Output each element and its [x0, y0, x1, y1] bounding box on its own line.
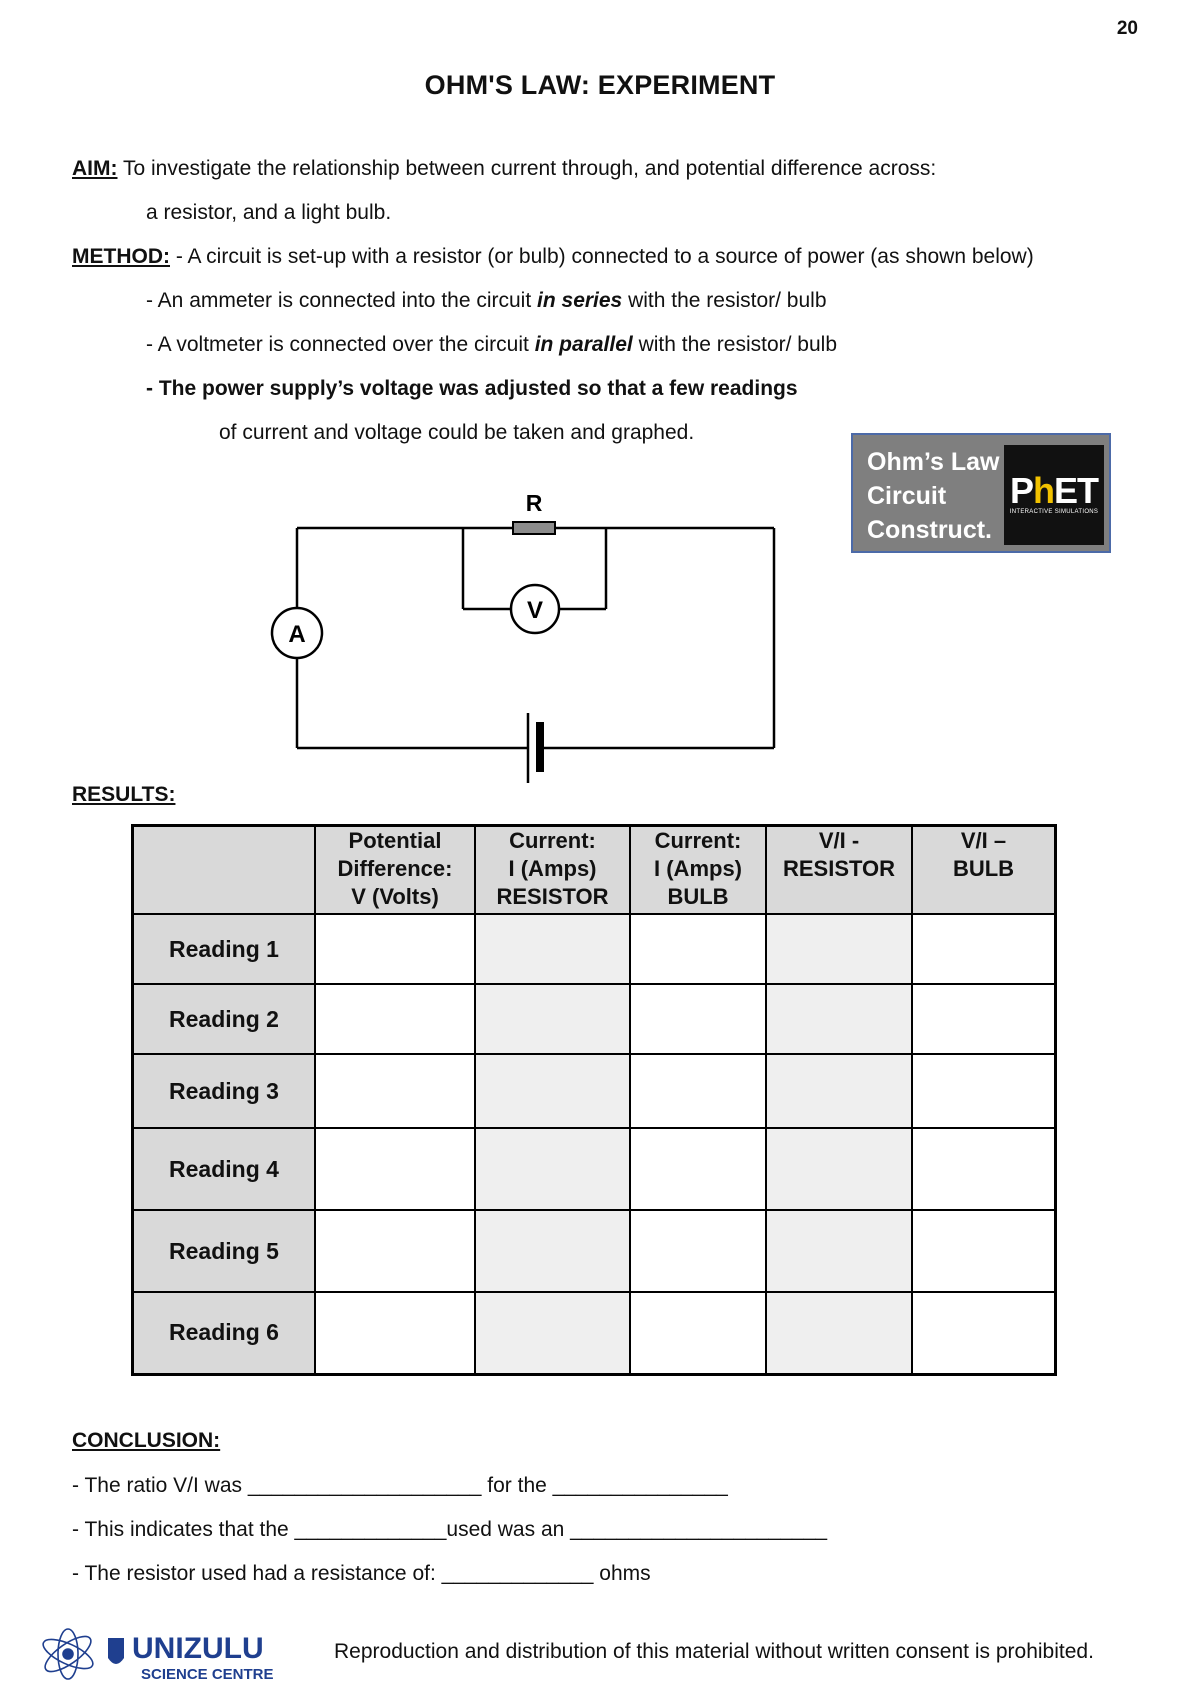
cell-potential-difference[interactable]: [315, 1210, 475, 1292]
cell-current-resistor[interactable]: [475, 1210, 630, 1292]
cell-vi-bulb[interactable]: [912, 1128, 1056, 1210]
header-line: V/I –: [960, 828, 1007, 853]
logo-subtitle: SCIENCE CENTRE: [141, 1666, 274, 1683]
table-row: [133, 1128, 1056, 1210]
phet-line-3: Construct.: [867, 516, 992, 544]
row-label: Reading 3: [133, 1054, 316, 1128]
method-line-2: [146, 289, 827, 313]
cell-vi-bulb[interactable]: [912, 914, 1056, 984]
cell-vi-resistor[interactable]: [766, 914, 912, 984]
cell-vi-bulb[interactable]: [912, 1054, 1056, 1128]
cell-vi-resistor[interactable]: [766, 1054, 912, 1128]
method-text: - A circuit is set-up with a resistor (or bulb) connected to a source of power (as shown below): [170, 245, 1034, 268]
aim-text: To investigate the relationship between current through, and potential difference across:: [117, 157, 937, 180]
voltmeter-label: V: [526, 597, 544, 624]
header-line: BULB: [667, 884, 729, 909]
phet-simulation-badge: [851, 433, 1111, 553]
row-label: Reading 4: [133, 1128, 316, 1210]
method-line-2-pre: - An ammeter is connected into the circuit: [146, 289, 538, 312]
header-line: Difference:: [337, 856, 453, 881]
phet-line-2: Circuit: [867, 482, 947, 510]
page-title: OHM'S LAW: EXPERIMENT: [424, 70, 776, 100]
cell-current-bulb[interactable]: [630, 1128, 766, 1210]
row-label: Reading 5: [133, 1210, 316, 1292]
conclusion-line-2: - This indicates that the _____________used was an ______________________: [72, 1518, 828, 1541]
copyright-notice: Reproduction and distribution of this material without written consent is prohibited.: [334, 1640, 1094, 1663]
results-header-row: [133, 826, 1056, 915]
logo-name: UNIZULU: [132, 1632, 264, 1665]
cell-potential-difference[interactable]: [315, 914, 475, 984]
cell-current-resistor[interactable]: [475, 914, 630, 984]
cell-potential-difference[interactable]: [315, 984, 475, 1054]
header-line: V/I -: [818, 828, 860, 853]
phet-logo-et: ET: [1054, 470, 1099, 511]
cell-current-resistor[interactable]: [475, 984, 630, 1054]
header-potential-difference: [315, 826, 475, 915]
header-line: Current:: [509, 828, 596, 853]
cell-vi-resistor[interactable]: [766, 1210, 912, 1292]
cell-current-bulb[interactable]: [630, 914, 766, 984]
method-line-5: of current and voltage could be taken and graphed.: [219, 421, 695, 444]
circuit-diagram: [265, 485, 785, 785]
cell-vi-bulb[interactable]: [912, 1210, 1056, 1292]
cell-vi-bulb[interactable]: [912, 984, 1056, 1054]
header-corner: [133, 826, 316, 915]
cell-potential-difference[interactable]: [315, 1128, 475, 1210]
method-line-4: - The power supply’s voltage was adjusted so that a few readings: [146, 377, 798, 400]
method-line-1: [72, 245, 1034, 269]
cell-current-bulb[interactable]: [630, 1054, 766, 1128]
ammeter-label: A: [288, 621, 306, 648]
row-label: Reading 6: [133, 1292, 316, 1374]
aim-label: AIM:: [72, 157, 118, 180]
cell-current-resistor[interactable]: [475, 1128, 630, 1210]
header-current-resistor: [475, 826, 630, 915]
phet-logo: [1004, 445, 1104, 545]
resistor-label: R: [525, 490, 543, 516]
phet-logo-h: h: [1033, 470, 1054, 511]
header-current-bulb: [630, 826, 766, 915]
table-row: [133, 1292, 1056, 1374]
method-label: METHOD:: [72, 245, 170, 268]
method-line-2-post: with the resistor/ bulb: [622, 289, 827, 312]
phet-logo-p: P: [1009, 470, 1033, 511]
cell-current-bulb[interactable]: [630, 1292, 766, 1374]
phet-line-1: Ohm’s Law: [867, 448, 1000, 476]
cell-potential-difference[interactable]: [315, 1054, 475, 1128]
results-label: RESULTS:: [72, 783, 176, 806]
header-line: I (Amps): [654, 856, 742, 881]
cell-current-resistor[interactable]: [475, 1054, 630, 1128]
battery-short-plate: [536, 722, 544, 772]
header-line: RESISTOR: [496, 884, 609, 909]
header-vi-resistor: [766, 826, 912, 915]
atom-icon: [39, 1629, 96, 1679]
table-row: [133, 984, 1056, 1054]
unizulu-logo: [38, 1624, 300, 1686]
phet-logo-subtitle: INTERACTIVE SIMULATIONS: [1009, 509, 1099, 515]
header-line: BULB: [952, 856, 1015, 881]
header-line: RESISTOR: [782, 856, 896, 881]
cell-vi-resistor[interactable]: [766, 1292, 912, 1374]
header-line: V (Volts): [351, 884, 439, 909]
cell-vi-resistor[interactable]: [766, 984, 912, 1054]
shield-icon: [108, 1638, 124, 1664]
results-table: [131, 824, 1057, 1376]
conclusion-line-1: - The ratio V/I was ____________________ for the _______________: [72, 1474, 728, 1497]
table-row: [133, 1054, 1056, 1128]
header-line: Current:: [654, 828, 742, 853]
cell-current-bulb[interactable]: [630, 1210, 766, 1292]
page-number: 20: [1116, 18, 1138, 39]
table-row: [133, 914, 1056, 984]
resistor-symbol: [513, 522, 555, 534]
cell-vi-resistor[interactable]: [766, 1128, 912, 1210]
table-row: [133, 1210, 1056, 1292]
emphasis-in-parallel: in parallel: [534, 333, 633, 356]
method-line-3-post: with the resistor/ bulb: [632, 333, 837, 356]
cell-vi-bulb[interactable]: [912, 1292, 1056, 1374]
row-label: Reading 1: [133, 914, 316, 984]
conclusion-label: CONCLUSION:: [72, 1429, 221, 1452]
aim-text-2: a resistor, and a light bulb.: [146, 201, 392, 224]
aim-line: [72, 157, 936, 181]
phet-badge-text: [867, 445, 999, 547]
header-vi-bulb: [912, 826, 1056, 915]
method-line-3: [146, 333, 837, 357]
conclusion-line-3: - The resistor used had a resistance of: _____________ ohms: [72, 1562, 651, 1585]
emphasis-in-series: in series: [537, 289, 623, 312]
method-line-3-pre: - A voltmeter is connected over the circuit: [146, 333, 535, 356]
cell-potential-difference[interactable]: [315, 1292, 475, 1374]
header-line: Potential: [348, 828, 442, 853]
header-line: I (Amps): [508, 856, 597, 881]
cell-current-bulb[interactable]: [630, 984, 766, 1054]
cell-current-resistor[interactable]: [475, 1292, 630, 1374]
row-label: Reading 2: [133, 984, 316, 1054]
